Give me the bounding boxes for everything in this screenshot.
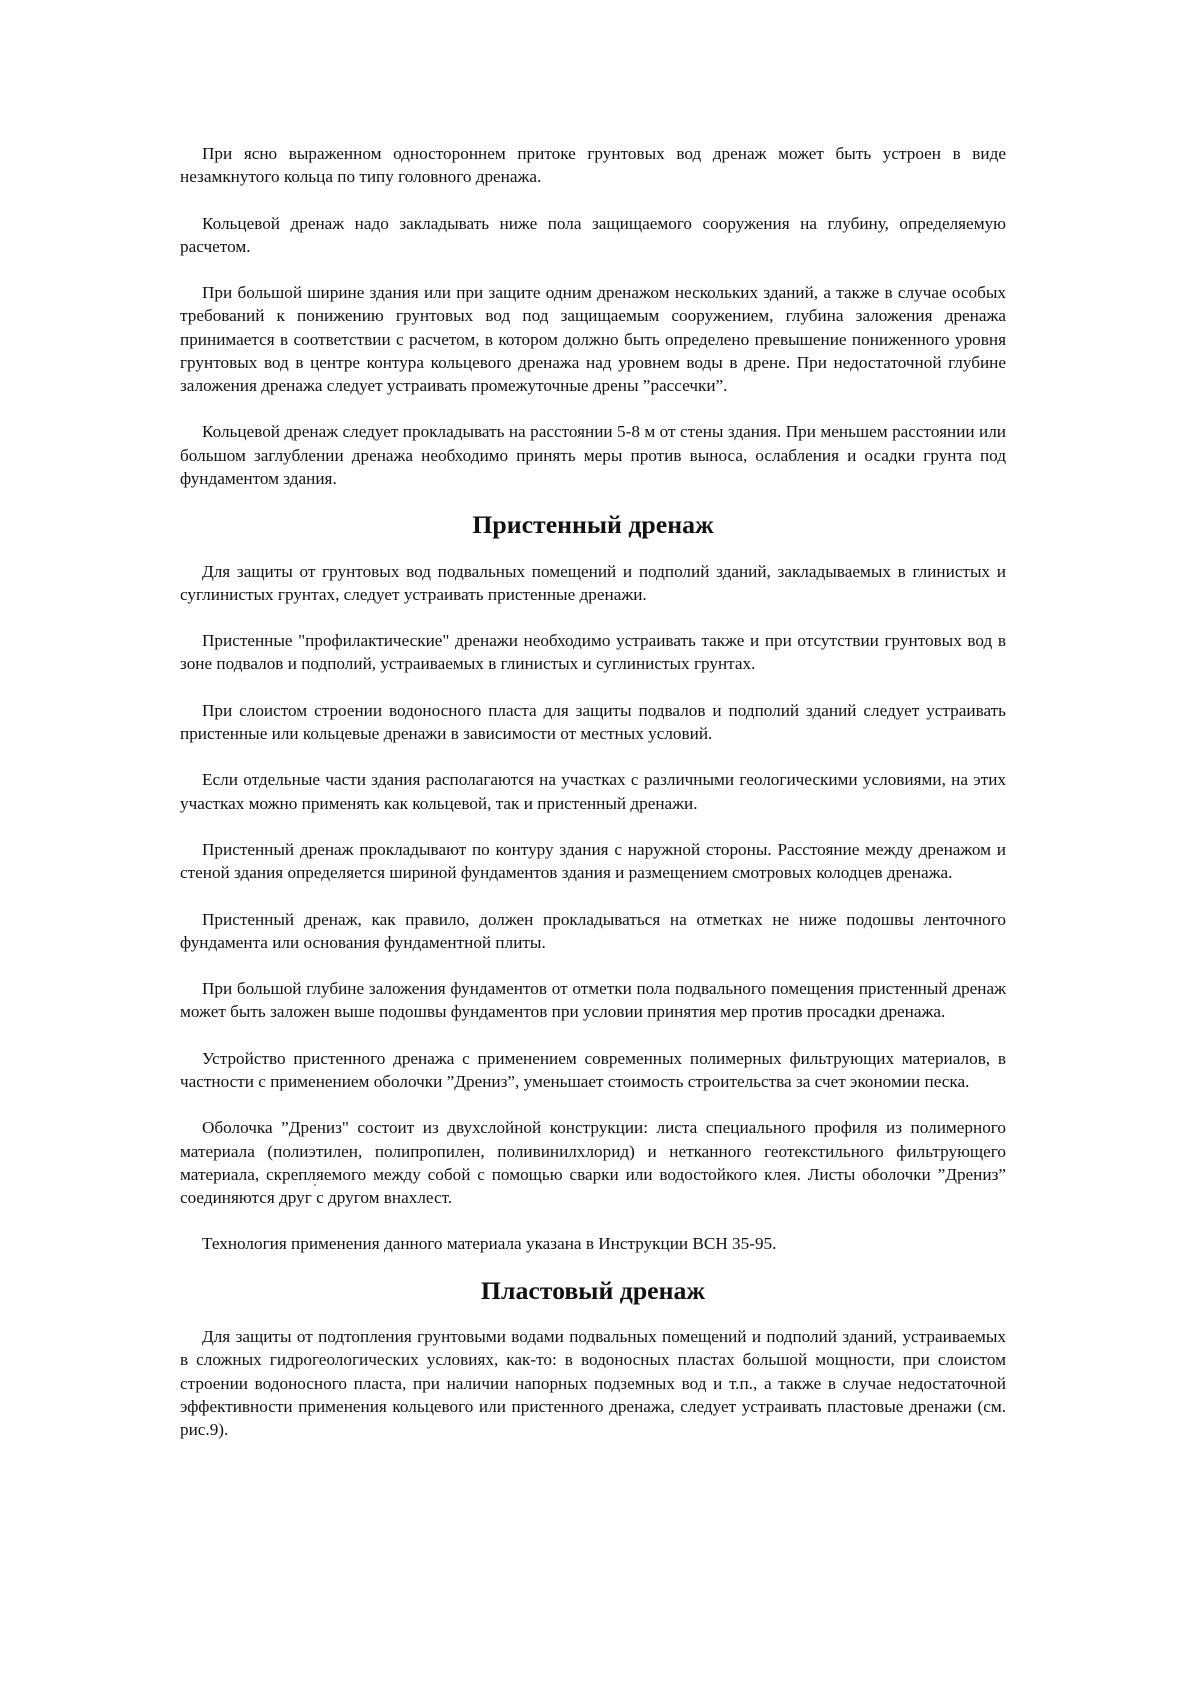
- section-heading-layer-drainage: Пластовый дренаж: [480, 1275, 706, 1305]
- paragraph-geology-variation: Если отдельные части здания располагаются на участках с различными геологическими условиями, на этих участках можно применять как кольцевой, так и пристенный дренажи.: [180, 770, 1006, 813]
- section-heading-wall-drainage: Пристенный дренаж: [472, 510, 714, 540]
- document-page: [180, 142, 1006, 1441]
- paragraph-deep-foundation: При большой глубине заложения фундаментов от отметки пола подвального помещения пристенный дренаж может быть заложен выше подошвы фундаментов при условии принятия мер против просадки дренажа.: [180, 979, 1006, 1022]
- scan-speck: [314, 1184, 316, 1186]
- paragraph-layer-drain-usage: Для защиты от подтопления грунтовыми водами подвальных помещений и подполий зданий, устраиваемых в сложных гидрогеологических условиях, как-то: в водоносных пластах большой мощности, при слоистом строении водоносного пласта, при наличии напорных подземных вод и т.п., а также в случае недостаточной эффективности применения кольцевого или пристенного дренажа, следует устраивать пластовые дренажи (см. рис.9).: [180, 1327, 1006, 1439]
- paragraph-wall-drain-contour: Пристенный дренаж прокладывают по контуру здания с наружной стороны. Расстояние между дренажом и стеной здания определяется шириной фундаментов здания и размещением смотровых колодцев дренажа.: [180, 839, 1006, 883]
- paragraph-wall-drain-level: Пристенный дренаж, как правило, должен прокладываться на отметках не ниже подошвы ленточного фундамента или основания фундаментной плиты.: [180, 909, 1006, 952]
- paragraph-wide-building: При большой ширине здания или при защите одним дренажом нескольких зданий, а также в случае особых требований к понижению грунтовых вод под защищаемым сооружением, глубина заложения дренажа принимается в соответствии с расчетом, в котором должно быть определено превышение пониженного уровня грунтовых вод в центре контура кольцевого дренажа над уровнем воды в дрене. При недостаточной глубине заложения дренажа следует устраивать промежуточные дрены ”рассечки”.: [180, 283, 1006, 395]
- paragraph-layered-aquifer: При слоистом строении водоносного пласта для защиты подвалов и подполий зданий следует устраивать пристенные или кольцевые дренажи в зависимости от местных условий.: [180, 700, 1006, 743]
- paragraph-ring-drain-distance: Кольцевой дренаж следует прокладывать на расстоянии 5-8 м от стены здания. При меньшем расстоянии или большом заглублении дренажа необходимо принять меры против выноса, ослабления и осадки грунта под фундаментом здания.: [180, 422, 1006, 488]
- paragraph-technology-reference: Технология применения данного материала указана в Инструкции ВСН 35-95.: [202, 1234, 777, 1254]
- paragraph-wall-drain-preventive: Пристенные "профилактические" дренажи необходимо устраивать также и при отсутствии грунтовых вод в зоне подвалов и подполий, устраиваемых в глинистых и суглинистых грунтах.: [180, 631, 1006, 674]
- paragraph-dreniz-shell: Оболочка ”Дрениз" состоит из двухслойной конструкции: листа специального профиля из полимерного материала (полиэтилен, полипропилен, поливинилхлорид) и нетканного геотекстильного фильтрующего материала, скрепляемого между собой с помощью сварки или водостойкого клея. Листы оболочки ”Дрениз” соединяются друг с другом внахлест.: [180, 1118, 1006, 1207]
- paragraph-ring-drain-depth: Кольцевой дренаж надо закладывать ниже пола защищаемого сооружения на глубину, определяемую расчетом.: [180, 213, 1006, 256]
- paragraph-polymer-materials: Устройство пристенного дренажа с применением современных полимерных фильтрующих материалов, в частности с применением оболочки ”Дрениз”, уменьшает стоимость строительства за счет экономии песка.: [180, 1048, 1006, 1091]
- paragraph-wall-drain-clay: Для защиты от грунтовых вод подвальных помещений и подполий зданий, закладываемых в глинистых и суглинистых грунтах, следует устраивать пристенные дренажи.: [180, 561, 1006, 604]
- paragraph-one-sided-inflow: При ясно выраженном одностороннем притоке грунтовых вод дренаж может быть устроен в виде незамкнутого кольца по типу головного дренажа.: [180, 144, 1006, 187]
